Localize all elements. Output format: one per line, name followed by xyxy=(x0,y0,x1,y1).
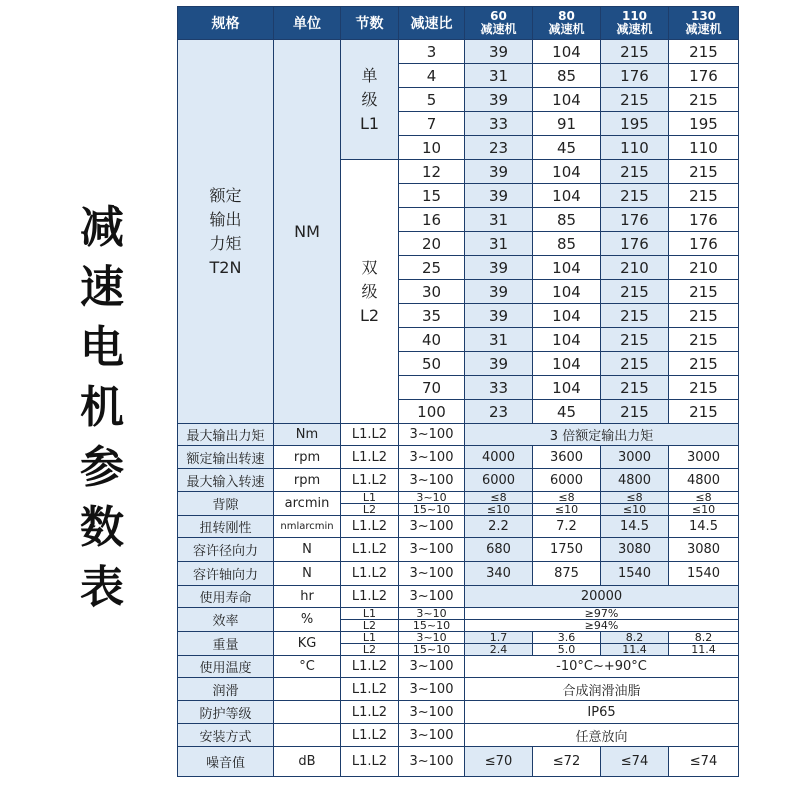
stage-cell: L1.L2 xyxy=(341,469,399,492)
header-model-label: 减速机 xyxy=(480,22,517,36)
value-cell: 176 xyxy=(601,208,669,232)
value-cell: 39 xyxy=(465,40,533,64)
spec-table xyxy=(177,6,739,777)
ratio-cell: 30 xyxy=(399,280,465,304)
value-cell: 91 xyxy=(533,112,601,136)
stage-label-line: 级 xyxy=(361,281,378,301)
ratio-cell: 10 xyxy=(399,136,465,160)
spec-label: 重量 xyxy=(178,632,274,656)
value-cell: 39 xyxy=(465,88,533,112)
stage-label-line: 双 xyxy=(361,257,378,277)
ratio-cell: 3~100 xyxy=(399,446,465,469)
value-cell: 1540 xyxy=(669,562,739,586)
torque-label-line: T2N xyxy=(209,257,242,277)
value-cell: 104 xyxy=(533,376,601,400)
value-cell: 1540 xyxy=(601,562,669,586)
unit-cell: °C xyxy=(274,656,341,678)
ratio-cell: 25 xyxy=(399,256,465,280)
value-cell: 2.4 xyxy=(465,644,533,656)
value-cell: 176 xyxy=(669,208,739,232)
value-cell: ≤10 xyxy=(601,504,669,516)
spec-label: 安装方式 xyxy=(178,724,274,747)
value-cell: 215 xyxy=(669,328,739,352)
ratio-cell: 15~10 xyxy=(399,620,465,632)
ratio-cell: 15~10 xyxy=(399,644,465,656)
value-cell: 39 xyxy=(465,160,533,184)
value-cell: ≤8 xyxy=(601,492,669,504)
header-model-60 xyxy=(465,7,533,40)
stage-cell: L2 xyxy=(341,644,399,656)
table-row xyxy=(178,632,739,644)
title-char: 参 xyxy=(80,442,124,493)
header-model-num: 60 xyxy=(490,9,507,23)
table-row xyxy=(178,701,739,724)
title-char: 机 xyxy=(80,382,124,433)
value-cell: 33 xyxy=(465,376,533,400)
title-char: 数 xyxy=(80,502,124,553)
ratio-cell: 3~100 xyxy=(399,516,465,538)
ratio-cell: 4 xyxy=(399,64,465,88)
value-cell: 7.2 xyxy=(533,516,601,538)
value-cell: 110 xyxy=(601,136,669,160)
stage-cell: L1.L2 xyxy=(341,678,399,701)
ratio-cell: 3~100 xyxy=(399,424,465,446)
value-cell: 85 xyxy=(533,232,601,256)
ratio-cell: 3~100 xyxy=(399,678,465,701)
spec-label: 最大输出力矩 xyxy=(178,424,274,446)
value-cell: ≤10 xyxy=(533,504,601,516)
header-model-label: 减速机 xyxy=(616,22,653,36)
value-cell: ≥97% xyxy=(465,608,739,620)
value-cell: 110 xyxy=(669,136,739,160)
spec-label: 防护等级 xyxy=(178,701,274,724)
value-cell: 31 xyxy=(465,328,533,352)
value-cell: 176 xyxy=(601,64,669,88)
value-cell: 195 xyxy=(601,112,669,136)
value-cell: 215 xyxy=(601,40,669,64)
unit-cell: arcmin xyxy=(274,492,341,516)
unit-cell: Nm xyxy=(274,424,341,446)
value-cell: 11.4 xyxy=(601,644,669,656)
value-cell: 104 xyxy=(533,88,601,112)
value-cell: 20000 xyxy=(465,586,739,608)
value-cell: 3600 xyxy=(533,446,601,469)
value-cell: 39 xyxy=(465,184,533,208)
value-cell: 2.2 xyxy=(465,516,533,538)
ratio-cell: 3~10 xyxy=(399,632,465,644)
ratio-cell: 100 xyxy=(399,400,465,424)
value-cell: 215 xyxy=(669,184,739,208)
value-cell: 104 xyxy=(533,40,601,64)
header-spec: 规格 xyxy=(178,7,274,40)
value-cell: 104 xyxy=(533,160,601,184)
stage-label-line: 单 xyxy=(361,65,378,85)
ratio-cell: 3~100 xyxy=(399,724,465,747)
table-row xyxy=(178,492,739,504)
value-cell: 104 xyxy=(533,280,601,304)
value-cell: 215 xyxy=(601,304,669,328)
value-cell: 3.6 xyxy=(533,632,601,644)
header-model-80 xyxy=(533,7,601,40)
value-cell: 215 xyxy=(669,352,739,376)
value-cell: 8.2 xyxy=(601,632,669,644)
value-cell: 39 xyxy=(465,304,533,328)
value-cell: 14.5 xyxy=(669,516,739,538)
unit-cell: rpm xyxy=(274,446,341,469)
table-row xyxy=(178,469,739,492)
value-cell: 340 xyxy=(465,562,533,586)
table-row xyxy=(178,40,739,64)
value-cell: 45 xyxy=(533,400,601,424)
table-row xyxy=(178,446,739,469)
value-cell: 104 xyxy=(533,184,601,208)
value-cell: 215 xyxy=(669,40,739,64)
value-cell: 31 xyxy=(465,64,533,88)
value-cell: 215 xyxy=(669,160,739,184)
title-char: 减 xyxy=(80,202,124,253)
ratio-cell: 5 xyxy=(399,88,465,112)
value-cell: 4800 xyxy=(601,469,669,492)
unit-cell: hr xyxy=(274,586,341,608)
stage-cell: L1.L2 xyxy=(341,538,399,562)
value-cell: 215 xyxy=(601,376,669,400)
value-cell: ≤10 xyxy=(465,504,533,516)
ratio-cell: 3~100 xyxy=(399,747,465,777)
title-char: 速 xyxy=(80,262,124,313)
ratio-cell: 16 xyxy=(399,208,465,232)
spec-label: 使用寿命 xyxy=(178,586,274,608)
table-row xyxy=(178,678,739,701)
header-model-num: 80 xyxy=(558,9,575,23)
torque-label-line: 输出 xyxy=(209,209,242,229)
value-cell: 5.0 xyxy=(533,644,601,656)
ratio-cell: 3~100 xyxy=(399,538,465,562)
value-cell: 33 xyxy=(465,112,533,136)
header-unit: 单位 xyxy=(274,7,341,40)
value-cell: 215 xyxy=(601,280,669,304)
value-cell: 31 xyxy=(465,232,533,256)
value-cell: 23 xyxy=(465,400,533,424)
torque-label-line: 力矩 xyxy=(209,233,242,253)
value-cell: 85 xyxy=(533,208,601,232)
value-cell: 39 xyxy=(465,256,533,280)
stage-cell: L1.L2 xyxy=(341,516,399,538)
spec-label: 噪音值 xyxy=(178,747,274,777)
ratio-cell: 3~100 xyxy=(399,656,465,678)
value-cell: ≤74 xyxy=(601,747,669,777)
header-model-130 xyxy=(669,7,739,40)
value-cell: 210 xyxy=(669,256,739,280)
value-cell: 215 xyxy=(669,304,739,328)
ratio-cell: 15~10 xyxy=(399,504,465,516)
stage-cell: L1.L2 xyxy=(341,446,399,469)
value-cell: ≤8 xyxy=(669,492,739,504)
torque-label-line: 额定 xyxy=(209,185,242,205)
table-row xyxy=(178,747,739,777)
value-cell: 215 xyxy=(601,328,669,352)
stage-cell: L1.L2 xyxy=(341,724,399,747)
ratio-cell: 50 xyxy=(399,352,465,376)
unit-cell: N xyxy=(274,562,341,586)
ratio-cell: 35 xyxy=(399,304,465,328)
ratio-cell: 7 xyxy=(399,112,465,136)
ratio-cell: 3~100 xyxy=(399,562,465,586)
value-cell: 23 xyxy=(465,136,533,160)
stage-cell: L1.L2 xyxy=(341,656,399,678)
table-row xyxy=(178,656,739,678)
torque-label xyxy=(178,40,274,424)
value-cell: 215 xyxy=(601,184,669,208)
value-cell: 1750 xyxy=(533,538,601,562)
table-row xyxy=(178,608,739,620)
value-cell: 3080 xyxy=(669,538,739,562)
unit-cell xyxy=(274,678,341,701)
value-cell: 215 xyxy=(669,280,739,304)
header-model-num: 110 xyxy=(621,9,648,23)
table-row xyxy=(178,516,739,538)
value-cell: ≤74 xyxy=(669,747,739,777)
value-cell: 176 xyxy=(601,232,669,256)
value-cell: 215 xyxy=(669,376,739,400)
spec-label: 使用温度 xyxy=(178,656,274,678)
table-row xyxy=(178,562,739,586)
value-cell: 85 xyxy=(533,64,601,88)
value-cell: 176 xyxy=(669,64,739,88)
unit-cell xyxy=(274,724,341,747)
value-cell: 104 xyxy=(533,328,601,352)
value-cell: 31 xyxy=(465,208,533,232)
page-title xyxy=(72,198,132,618)
value-cell: 215 xyxy=(601,352,669,376)
header-model-110 xyxy=(601,7,669,40)
value-cell: 210 xyxy=(601,256,669,280)
value-cell: 3000 xyxy=(669,446,739,469)
ratio-cell: 3~100 xyxy=(399,701,465,724)
value-cell: 8.2 xyxy=(669,632,739,644)
spec-label: 最大输入转速 xyxy=(178,469,274,492)
value-cell: 45 xyxy=(533,136,601,160)
value-cell: 14.5 xyxy=(601,516,669,538)
stage-cell: L2 xyxy=(341,504,399,516)
value-cell: 1.7 xyxy=(465,632,533,644)
stage-cell: L1 xyxy=(341,608,399,620)
value-cell: ≤72 xyxy=(533,747,601,777)
value-cell: 215 xyxy=(669,400,739,424)
spec-label: 容许轴向力 xyxy=(178,562,274,586)
value-cell: 4800 xyxy=(669,469,739,492)
value-cell: IP65 xyxy=(465,701,739,724)
ratio-cell: 20 xyxy=(399,232,465,256)
value-cell: 11.4 xyxy=(669,644,739,656)
stage-label-line: L2 xyxy=(359,305,380,325)
title-char: 表 xyxy=(80,562,124,613)
unit-cell: dB xyxy=(274,747,341,777)
stage-label-line: L1 xyxy=(359,113,380,133)
value-cell: ≤8 xyxy=(465,492,533,504)
unit-cell: KG xyxy=(274,632,341,656)
ratio-cell: 3~10 xyxy=(399,492,465,504)
spec-label: 容许径向力 xyxy=(178,538,274,562)
stage-cell: L1 xyxy=(341,492,399,504)
value-cell: 104 xyxy=(533,256,601,280)
value-cell: -10°C~+90°C xyxy=(465,656,739,678)
unit-cell: N xyxy=(274,538,341,562)
value-cell: 3 倍额定输出力矩 xyxy=(465,424,739,446)
unit-cell: nmlarcmin xyxy=(274,516,341,538)
ratio-cell: 40 xyxy=(399,328,465,352)
value-cell: 875 xyxy=(533,562,601,586)
ratio-cell: 3 xyxy=(399,40,465,64)
ratio-cell: 15 xyxy=(399,184,465,208)
value-cell: ≤8 xyxy=(533,492,601,504)
table-row xyxy=(178,424,739,446)
ratio-cell: 70 xyxy=(399,376,465,400)
value-cell: 176 xyxy=(669,232,739,256)
stage-cell: L2 xyxy=(341,620,399,632)
stage-l2-label xyxy=(341,160,399,424)
value-cell: 39 xyxy=(465,352,533,376)
spec-label: 额定输出转速 xyxy=(178,446,274,469)
ratio-cell: 12 xyxy=(399,160,465,184)
spec-label: 扭转刚性 xyxy=(178,516,274,538)
value-cell: 215 xyxy=(669,88,739,112)
header-model-label: 减速机 xyxy=(685,22,722,36)
ratio-cell: 3~100 xyxy=(399,469,465,492)
value-cell: 任意放向 xyxy=(465,724,739,747)
value-cell: ≤70 xyxy=(465,747,533,777)
torque-unit: NM xyxy=(274,40,341,424)
stage-cell: L1.L2 xyxy=(341,586,399,608)
header-ratio: 减速比 xyxy=(399,7,465,40)
title-char: 电 xyxy=(80,322,124,373)
value-cell: 6000 xyxy=(533,469,601,492)
spec-label: 润滑 xyxy=(178,678,274,701)
value-cell: 215 xyxy=(601,160,669,184)
value-cell: 3080 xyxy=(601,538,669,562)
table-row xyxy=(178,586,739,608)
value-cell: 4000 xyxy=(465,446,533,469)
value-cell: 215 xyxy=(601,88,669,112)
value-cell: 195 xyxy=(669,112,739,136)
unit-cell: rpm xyxy=(274,469,341,492)
value-cell: ≥94% xyxy=(465,620,739,632)
header-stage: 节数 xyxy=(341,7,399,40)
value-cell: ≤10 xyxy=(669,504,739,516)
value-cell: 680 xyxy=(465,538,533,562)
header-row xyxy=(178,7,739,40)
table-row xyxy=(178,724,739,747)
table-row xyxy=(178,538,739,562)
unit-cell xyxy=(274,701,341,724)
value-cell: 3000 xyxy=(601,446,669,469)
ratio-cell: 3~100 xyxy=(399,586,465,608)
value-cell: 6000 xyxy=(465,469,533,492)
header-model-label: 减速机 xyxy=(548,22,585,36)
spec-label: 背隙 xyxy=(178,492,274,516)
stage-cell: L1.L2 xyxy=(341,747,399,777)
value-cell: 合成润滑油脂 xyxy=(465,678,739,701)
stage-cell: L1 xyxy=(341,632,399,644)
stage-label-line: 级 xyxy=(361,89,378,109)
stage-l1-label xyxy=(341,40,399,160)
stage-cell: L1.L2 xyxy=(341,701,399,724)
header-model-num: 130 xyxy=(690,9,717,23)
unit-cell: % xyxy=(274,608,341,632)
value-cell: 215 xyxy=(601,400,669,424)
value-cell: 104 xyxy=(533,304,601,328)
stage-cell: L1.L2 xyxy=(341,562,399,586)
ratio-cell: 3~10 xyxy=(399,608,465,620)
spec-label: 效率 xyxy=(178,608,274,632)
value-cell: 104 xyxy=(533,352,601,376)
value-cell: 39 xyxy=(465,280,533,304)
stage-cell: L1.L2 xyxy=(341,424,399,446)
